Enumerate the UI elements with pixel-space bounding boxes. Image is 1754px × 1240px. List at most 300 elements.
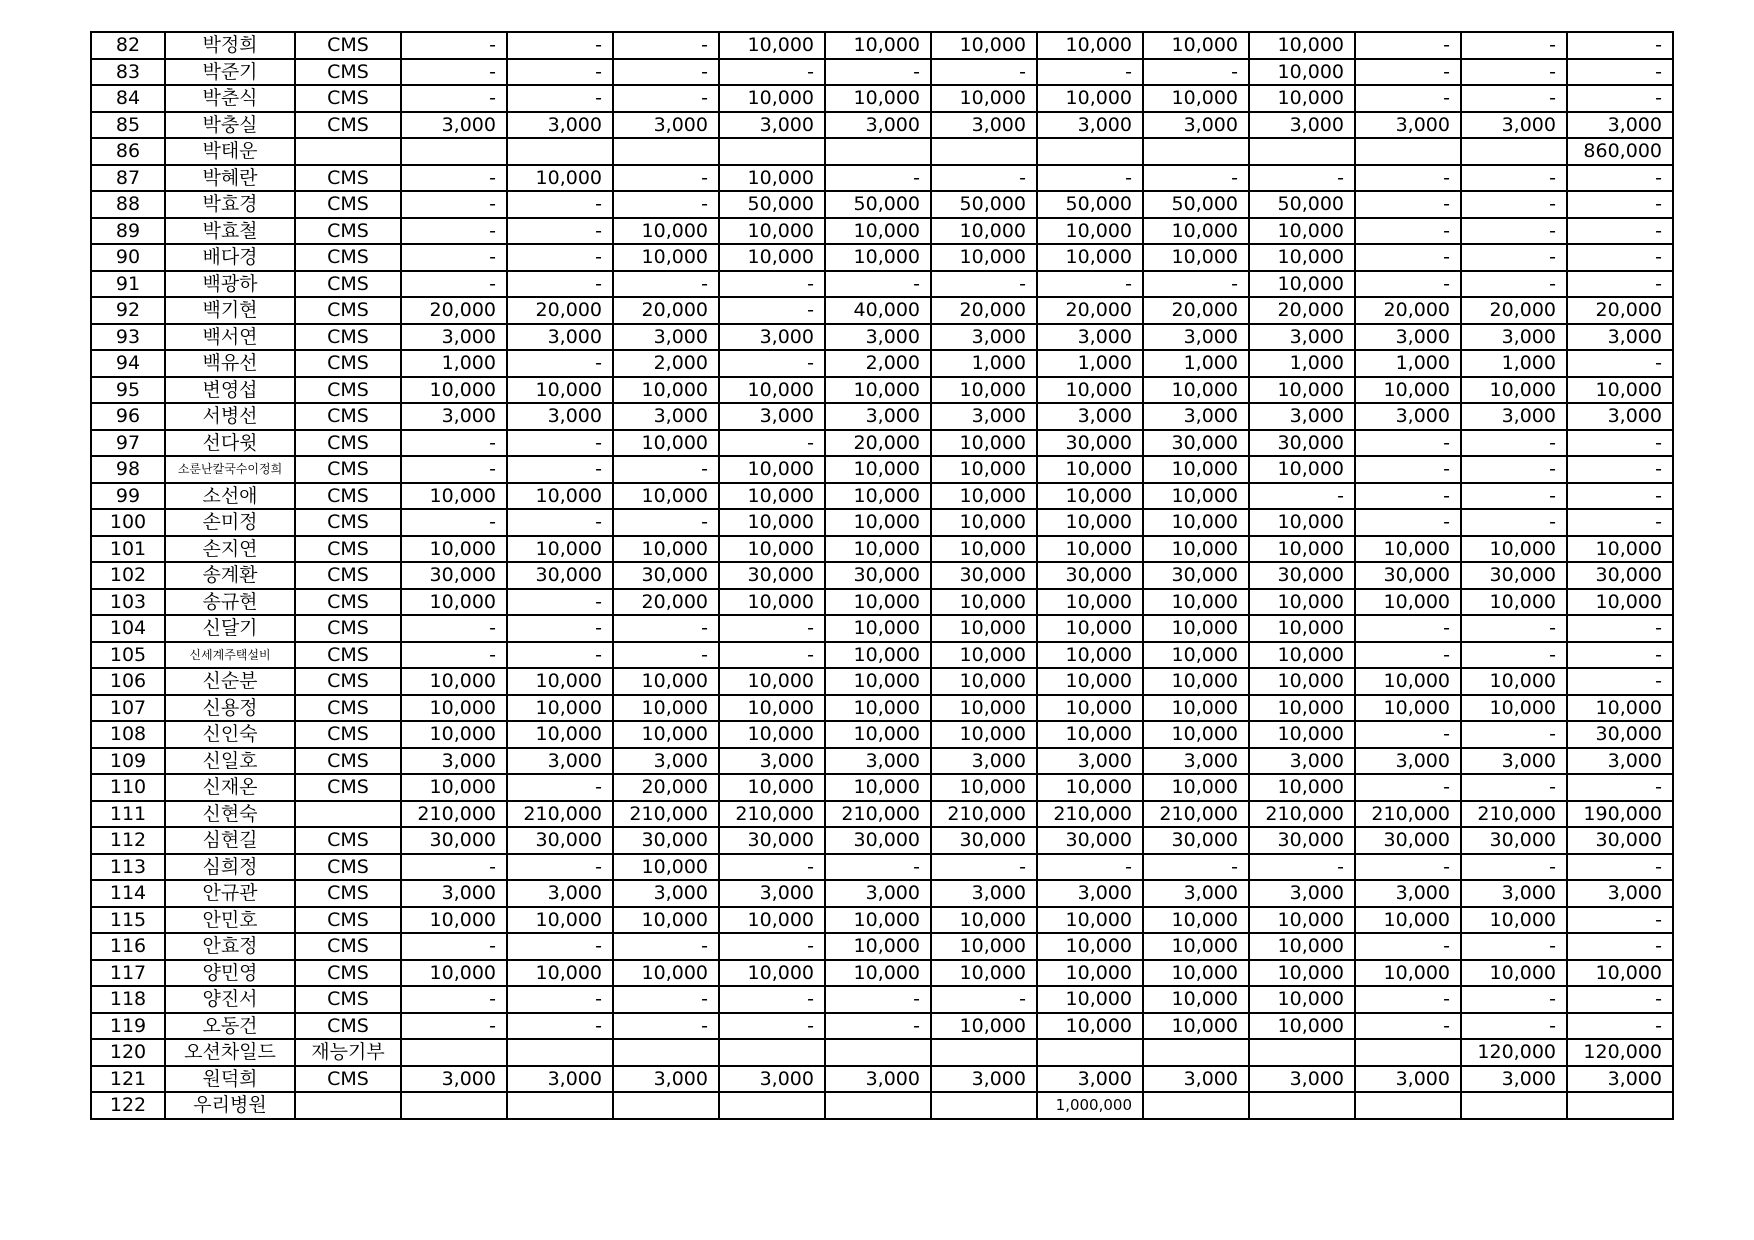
amount-cell: 10,000 [825, 615, 931, 642]
amount-cell: 3,000 [1249, 748, 1355, 775]
table-row [91, 456, 1673, 483]
amount-cell: 210,000 [507, 801, 613, 828]
amount-cell: - [1355, 854, 1461, 881]
amount-cell [1143, 1039, 1249, 1066]
amount-cell: 10,000 [1037, 615, 1143, 642]
amount-cell: - [1037, 59, 1143, 86]
amount-cell: 10,000 [719, 509, 825, 536]
row-number-cell: 112 [91, 827, 165, 854]
amount-cell: - [1567, 271, 1673, 298]
amount-cell: - [613, 986, 719, 1013]
amount-cell: - [1567, 430, 1673, 457]
amount-cell: 10,000 [931, 32, 1037, 59]
amount-cell: 1,000 [1249, 350, 1355, 377]
amount-cell: 10,000 [613, 536, 719, 563]
donor-name-cell: 심현길 [165, 827, 295, 854]
amount-cell: - [1567, 191, 1673, 218]
amount-cell: - [1461, 85, 1567, 112]
table-row [91, 191, 1673, 218]
amount-cell: - [1249, 165, 1355, 192]
amount-cell: - [507, 774, 613, 801]
amount-cell: 10,000 [613, 907, 719, 934]
amount-cell: 10,000 [1249, 960, 1355, 987]
amount-cell: 3,000 [1249, 112, 1355, 139]
amount-cell: 10,000 [825, 483, 931, 510]
amount-cell: 3,000 [613, 324, 719, 351]
row-number-cell: 114 [91, 880, 165, 907]
amount-cell: 10,000 [401, 907, 507, 934]
amount-cell: 10,000 [1249, 774, 1355, 801]
amount-cell: - [1461, 32, 1567, 59]
payment-type-cell: CMS [295, 774, 401, 801]
row-number-cell: 83 [91, 59, 165, 86]
amount-cell: 10,000 [719, 165, 825, 192]
amount-cell: - [507, 854, 613, 881]
table-row [91, 403, 1673, 430]
amount-cell: - [1355, 85, 1461, 112]
amount-cell: - [719, 350, 825, 377]
amount-cell: 10,000 [825, 774, 931, 801]
table-row [91, 589, 1673, 616]
table-row [91, 271, 1673, 298]
amount-cell: 3,000 [1143, 880, 1249, 907]
amount-cell [719, 1039, 825, 1066]
amount-cell: - [1567, 59, 1673, 86]
amount-cell: 30,000 [401, 562, 507, 589]
amount-cell: 10,000 [1037, 85, 1143, 112]
amount-cell: 10,000 [1249, 271, 1355, 298]
amount-cell: - [401, 933, 507, 960]
amount-cell [1249, 1039, 1355, 1066]
amount-cell: 10,000 [1249, 32, 1355, 59]
amount-cell: - [719, 297, 825, 324]
donor-name-cell: 신순분 [165, 668, 295, 695]
payment-type-cell: CMS [295, 721, 401, 748]
amount-cell [401, 1092, 507, 1119]
payment-type-cell: CMS [295, 165, 401, 192]
amount-cell: 3,000 [401, 403, 507, 430]
amount-cell: 10,000 [1037, 1013, 1143, 1040]
amount-cell: 10,000 [931, 933, 1037, 960]
amount-cell: 10,000 [1461, 960, 1567, 987]
donor-name-cell: 배다경 [165, 244, 295, 271]
row-number-cell: 101 [91, 536, 165, 563]
row-number-cell: 91 [91, 271, 165, 298]
amount-cell: - [1567, 774, 1673, 801]
amount-cell [825, 138, 931, 165]
amount-cell: - [613, 191, 719, 218]
payment-type-cell [295, 138, 401, 165]
amount-cell: 10,000 [931, 536, 1037, 563]
payment-type-cell: CMS [295, 668, 401, 695]
donor-name-cell: 박혜란 [165, 165, 295, 192]
amount-cell: 10,000 [1143, 244, 1249, 271]
amount-cell: - [507, 589, 613, 616]
amount-cell: 20,000 [1461, 297, 1567, 324]
amount-cell: - [1567, 483, 1673, 510]
row-number-cell: 113 [91, 854, 165, 881]
amount-cell: - [613, 642, 719, 669]
donor-name-cell: 심희정 [165, 854, 295, 881]
amount-cell: 1,000 [931, 350, 1037, 377]
donor-name-cell: 안민호 [165, 907, 295, 934]
payment-type-cell: CMS [295, 933, 401, 960]
amount-cell: 10,000 [613, 244, 719, 271]
amount-cell: 10,000 [931, 377, 1037, 404]
amount-cell: 10,000 [1567, 960, 1673, 987]
amount-cell: 3,000 [613, 1066, 719, 1093]
amount-cell: 10,000 [825, 536, 931, 563]
amount-cell: - [507, 430, 613, 457]
amount-cell: 3,000 [1037, 1066, 1143, 1093]
amount-cell: - [507, 191, 613, 218]
amount-cell: - [1461, 509, 1567, 536]
amount-cell: 3,000 [931, 748, 1037, 775]
amount-cell: 3,000 [825, 403, 931, 430]
amount-cell: 30,000 [1037, 827, 1143, 854]
amount-cell: 10,000 [507, 695, 613, 722]
amount-cell: - [1461, 271, 1567, 298]
table-row [91, 244, 1673, 271]
amount-cell: 10,000 [401, 589, 507, 616]
amount-cell: 10,000 [401, 483, 507, 510]
amount-cell: 3,000 [401, 1066, 507, 1093]
amount-cell: - [1249, 854, 1355, 881]
amount-cell: - [1461, 483, 1567, 510]
amount-cell: - [1037, 165, 1143, 192]
amount-cell: 10,000 [719, 218, 825, 245]
amount-cell: 10,000 [613, 960, 719, 987]
amount-cell: 10,000 [613, 218, 719, 245]
amount-cell: - [1355, 244, 1461, 271]
amount-cell: 1,000 [401, 350, 507, 377]
donor-name-cell: 백유선 [165, 350, 295, 377]
amount-cell: - [1567, 668, 1673, 695]
amount-cell: 30,000 [1355, 827, 1461, 854]
row-number-cell: 90 [91, 244, 165, 271]
amount-cell: 30,000 [401, 827, 507, 854]
amount-cell: 10,000 [825, 695, 931, 722]
amount-cell: 210,000 [825, 801, 931, 828]
row-number-cell: 115 [91, 907, 165, 934]
row-number-cell: 100 [91, 509, 165, 536]
donor-name-cell: 손지연 [165, 536, 295, 563]
amount-cell [1461, 138, 1567, 165]
amount-cell: 10,000 [1143, 933, 1249, 960]
amount-cell: 10,000 [507, 536, 613, 563]
table-row [91, 642, 1673, 669]
amount-cell: 10,000 [1249, 721, 1355, 748]
row-number-cell: 103 [91, 589, 165, 616]
payment-type-cell: CMS [295, 589, 401, 616]
amount-cell: 10,000 [613, 483, 719, 510]
donor-name-cell: 신세계주택설비 [165, 642, 295, 669]
amount-cell: 10,000 [1249, 933, 1355, 960]
amount-cell: 3,000 [401, 748, 507, 775]
amount-cell: 10,000 [1037, 244, 1143, 271]
row-number-cell: 120 [91, 1039, 165, 1066]
amount-cell: 20,000 [1567, 297, 1673, 324]
amount-cell: 10,000 [931, 960, 1037, 987]
amount-cell: 10,000 [719, 907, 825, 934]
amount-cell: 10,000 [1249, 1013, 1355, 1040]
amount-cell: - [1037, 854, 1143, 881]
amount-cell: 10,000 [507, 721, 613, 748]
amount-cell: 3,000 [1567, 748, 1673, 775]
amount-cell: 1,000 [1143, 350, 1249, 377]
donor-name-cell: 백기현 [165, 297, 295, 324]
amount-cell: 10,000 [1143, 907, 1249, 934]
amount-cell [613, 1092, 719, 1119]
amount-cell: 3,000 [1249, 324, 1355, 351]
amount-cell: - [1355, 933, 1461, 960]
amount-cell: 3,000 [1037, 403, 1143, 430]
amount-cell: - [719, 271, 825, 298]
amount-cell: - [1567, 615, 1673, 642]
amount-cell: - [1567, 1013, 1673, 1040]
amount-cell: - [1355, 430, 1461, 457]
payment-type-cell: CMS [295, 430, 401, 457]
amount-cell: 10,000 [1355, 589, 1461, 616]
table-row [91, 165, 1673, 192]
amount-cell: 10,000 [1037, 907, 1143, 934]
amount-cell [931, 138, 1037, 165]
amount-cell: 10,000 [1355, 668, 1461, 695]
amount-cell: 30,000 [1037, 430, 1143, 457]
amount-cell: 3,000 [401, 324, 507, 351]
amount-cell: 3,000 [507, 112, 613, 139]
amount-cell: 10,000 [931, 695, 1037, 722]
row-number-cell: 116 [91, 933, 165, 960]
amount-cell: 3,000 [1249, 880, 1355, 907]
row-number-cell: 111 [91, 801, 165, 828]
row-number-cell: 89 [91, 218, 165, 245]
payment-type-cell: CMS [295, 297, 401, 324]
amount-cell: 10,000 [1567, 536, 1673, 563]
amount-cell: - [1461, 456, 1567, 483]
amount-cell: 120,000 [1461, 1039, 1567, 1066]
amount-cell: 20,000 [401, 297, 507, 324]
amount-cell: 10,000 [507, 377, 613, 404]
amount-cell: - [401, 59, 507, 86]
amount-cell: - [1249, 483, 1355, 510]
amount-cell: - [931, 59, 1037, 86]
amount-cell: 10,000 [825, 218, 931, 245]
amount-cell: 10,000 [1037, 456, 1143, 483]
donor-name-cell: 백광하 [165, 271, 295, 298]
row-number-cell: 93 [91, 324, 165, 351]
row-number-cell: 99 [91, 483, 165, 510]
amount-cell: 10,000 [1143, 668, 1249, 695]
amount-cell: 3,000 [1355, 112, 1461, 139]
amount-cell: 10,000 [1037, 509, 1143, 536]
amount-cell: 190,000 [1567, 801, 1673, 828]
amount-cell: - [401, 854, 507, 881]
amount-cell: 3,000 [1567, 880, 1673, 907]
table-row [91, 827, 1673, 854]
amount-cell: - [1143, 271, 1249, 298]
table-row [91, 880, 1673, 907]
amount-cell: 2,000 [613, 350, 719, 377]
row-number-cell: 122 [91, 1092, 165, 1119]
amount-cell [931, 1039, 1037, 1066]
row-number-cell: 118 [91, 986, 165, 1013]
amount-cell: 3,000 [1461, 1066, 1567, 1093]
amount-cell: - [1567, 854, 1673, 881]
amount-cell: 30,000 [1567, 562, 1673, 589]
donor-name-cell: 오션차일드 [165, 1039, 295, 1066]
amount-cell: 10,000 [507, 907, 613, 934]
amount-cell: - [1461, 1013, 1567, 1040]
amount-cell: 3,000 [825, 880, 931, 907]
amount-cell: - [1355, 191, 1461, 218]
amount-cell: 10,000 [1249, 218, 1355, 245]
amount-cell: 3,000 [1461, 112, 1567, 139]
amount-cell: - [825, 59, 931, 86]
amount-cell: - [1355, 986, 1461, 1013]
amount-cell: 10,000 [1037, 695, 1143, 722]
row-number-cell: 96 [91, 403, 165, 430]
amount-cell: 30,000 [1567, 827, 1673, 854]
payment-type-cell: CMS [295, 324, 401, 351]
amount-cell: - [1037, 271, 1143, 298]
row-number-cell: 121 [91, 1066, 165, 1093]
payment-type-cell: 재능기부 [295, 1039, 401, 1066]
payment-type-cell: CMS [295, 562, 401, 589]
amount-cell: 3,000 [1249, 403, 1355, 430]
amount-cell: 10,000 [1567, 695, 1673, 722]
amount-cell: 10,000 [613, 721, 719, 748]
amount-cell: 3,000 [1037, 748, 1143, 775]
amount-cell: 3,000 [1143, 1066, 1249, 1093]
amount-cell: 3,000 [507, 1066, 613, 1093]
amount-cell: - [613, 456, 719, 483]
table-row [91, 1039, 1673, 1066]
payment-type-cell: CMS [295, 271, 401, 298]
amount-cell: 10,000 [719, 721, 825, 748]
amount-cell: 10,000 [1461, 589, 1567, 616]
amount-cell: 30,000 [1461, 562, 1567, 589]
table-row [91, 774, 1673, 801]
row-number-cell: 119 [91, 1013, 165, 1040]
row-number-cell: 98 [91, 456, 165, 483]
amount-cell: 10,000 [1249, 986, 1355, 1013]
amount-cell: 10,000 [825, 642, 931, 669]
donor-name-cell: 백서연 [165, 324, 295, 351]
amount-cell: - [507, 85, 613, 112]
payment-type-cell: CMS [295, 509, 401, 536]
amount-cell: 10,000 [507, 960, 613, 987]
amount-cell: 10,000 [1567, 377, 1673, 404]
amount-cell: 3,000 [931, 403, 1037, 430]
amount-cell: - [401, 509, 507, 536]
amount-cell: 50,000 [1249, 191, 1355, 218]
amount-cell: 10,000 [1249, 456, 1355, 483]
amount-cell: 10,000 [719, 244, 825, 271]
amount-cell [1567, 1092, 1673, 1119]
table-row [91, 986, 1673, 1013]
table-row [91, 509, 1673, 536]
amount-cell: - [613, 85, 719, 112]
amount-cell: 10,000 [825, 668, 931, 695]
amount-cell: 10,000 [1249, 509, 1355, 536]
amount-cell: 30,000 [613, 562, 719, 589]
donor-name-cell: 박태운 [165, 138, 295, 165]
table-row [91, 1092, 1673, 1119]
row-number-cell: 85 [91, 112, 165, 139]
table-row [91, 668, 1673, 695]
amount-cell: - [1355, 642, 1461, 669]
amount-cell: 210,000 [931, 801, 1037, 828]
amount-cell: 10,000 [507, 165, 613, 192]
amount-cell: 3,000 [1355, 1066, 1461, 1093]
amount-cell: 20,000 [931, 297, 1037, 324]
amount-cell: 210,000 [1037, 801, 1143, 828]
amount-cell: - [1461, 854, 1567, 881]
amount-cell [507, 138, 613, 165]
amount-cell: - [613, 615, 719, 642]
amount-cell: 10,000 [1037, 589, 1143, 616]
payment-type-cell: CMS [295, 59, 401, 86]
amount-cell: 50,000 [1143, 191, 1249, 218]
amount-cell: 10,000 [613, 668, 719, 695]
amount-cell: 50,000 [825, 191, 931, 218]
donor-name-cell: 신인숙 [165, 721, 295, 748]
table-row [91, 297, 1673, 324]
amount-cell: - [1567, 218, 1673, 245]
amount-cell: 10,000 [1461, 695, 1567, 722]
amount-cell: 3,000 [1143, 403, 1249, 430]
amount-cell: - [719, 854, 825, 881]
amount-cell: - [1461, 191, 1567, 218]
amount-cell: - [719, 933, 825, 960]
amount-cell [825, 1039, 931, 1066]
amount-cell [719, 138, 825, 165]
amount-cell [1143, 138, 1249, 165]
amount-cell: 10,000 [1355, 695, 1461, 722]
amount-cell: - [1461, 244, 1567, 271]
amount-cell: 10,000 [719, 774, 825, 801]
amount-cell: 30,000 [507, 827, 613, 854]
row-number-cell: 104 [91, 615, 165, 642]
amount-cell: 30,000 [1249, 827, 1355, 854]
amount-cell: 3,000 [507, 324, 613, 351]
amount-cell: 30,000 [825, 827, 931, 854]
amount-cell: 10,000 [931, 668, 1037, 695]
amount-cell: 3,000 [1567, 1066, 1673, 1093]
table-row [91, 218, 1673, 245]
amount-cell: 20,000 [825, 430, 931, 457]
amount-cell: - [507, 271, 613, 298]
donor-name-cell: 우리병원 [165, 1092, 295, 1119]
donor-name-cell: 원덕희 [165, 1066, 295, 1093]
table-row [91, 1013, 1673, 1040]
amount-cell: 3,000 [613, 748, 719, 775]
amount-cell: 30,000 [931, 827, 1037, 854]
amount-cell: 3,000 [507, 403, 613, 430]
table-row [91, 801, 1673, 828]
amount-cell: - [401, 165, 507, 192]
amount-cell: 30,000 [1143, 562, 1249, 589]
row-number-cell: 110 [91, 774, 165, 801]
amount-cell: 10,000 [1249, 377, 1355, 404]
amount-cell: - [1355, 456, 1461, 483]
amount-cell: - [1461, 721, 1567, 748]
amount-cell: 1,000 [1037, 350, 1143, 377]
amount-cell: 10,000 [1143, 456, 1249, 483]
amount-cell: 10,000 [719, 456, 825, 483]
amount-cell: - [1461, 59, 1567, 86]
